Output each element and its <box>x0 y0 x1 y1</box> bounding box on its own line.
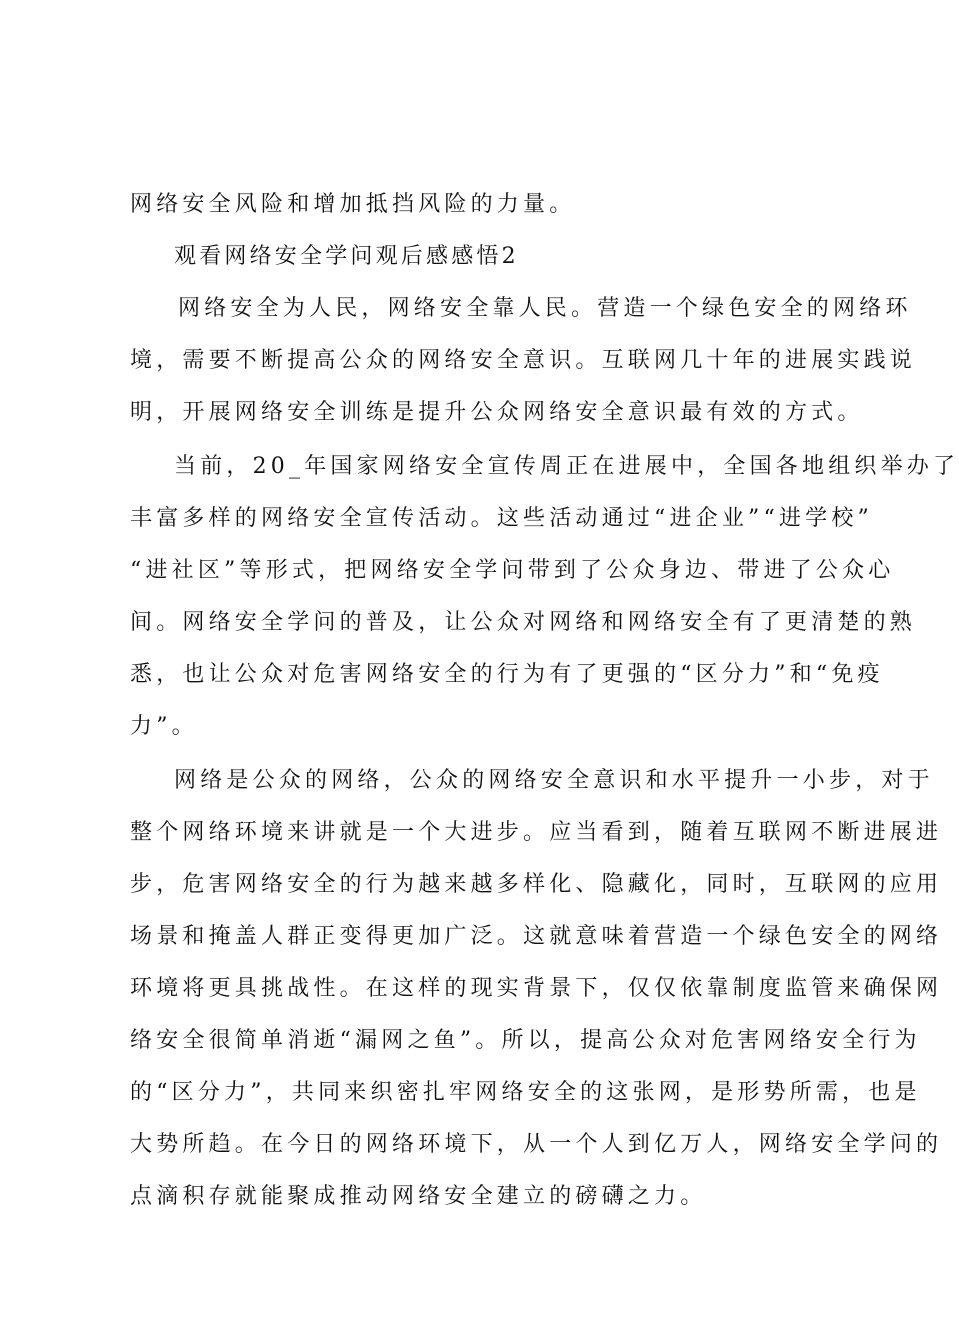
paragraph-line: 场景和掩盖人群正变得更加广泛。这就意味着营造一个绿色安全的网络 <box>130 924 943 949</box>
paragraph-line: 当前，20_年国家网络安全宣传周正在进展中，全国各地组织举办了 <box>174 454 959 479</box>
paragraph-line: 络安全很简单消逝“漏网之鱼”。所以，提高公众对危害网络安全行为 <box>130 1028 921 1053</box>
paragraph-line: 大势所趋。在今日的网络环境下，从一个人到亿万人，网络安全学问的 <box>130 1132 943 1157</box>
paragraph-line: 网络是公众的网络，公众的网络安全意识和水平提升一小步，对于 <box>174 768 934 793</box>
paragraph-line: 整个网络环境来讲就是一个大进步。应当看到，随着互联网不断进展进 <box>130 820 943 845</box>
paragraph-line: 悉，也让公众对危害网络安全的行为有了更强的“区分力”和“免疫 <box>130 662 884 687</box>
paragraph-line: 力”。 <box>130 714 198 739</box>
paragraph-line: 明，开展网络安全训练是提升公众网络安全意识最有效的方式。 <box>130 400 864 425</box>
paragraph-line: 的“区分力”，共同来织密扎牢网络安全的这张网，是形势所需，也是 <box>130 1080 921 1105</box>
paragraph-line: 境，需要不断提高公众的网络安全意识。互联网几十年的进展实践说 <box>130 348 917 373</box>
paragraph-line: “进社区”等形式，把网络安全学问带到了公众身边、带进了公众心 <box>130 558 895 583</box>
paragraph-line: 网络安全为人民，网络安全靠人民。营造一个绿色安全的网络环 <box>178 296 912 321</box>
paragraph-line: 间。网络安全学问的普及，让公众对网络和网络安全有了更清楚的熟 <box>130 610 917 635</box>
paragraph-line: 丰富多样的网络安全宣传活动。这些活动通过“进企业”“进学校” <box>130 506 873 531</box>
section-heading: 观看网络安全学问观后感感悟2 <box>174 244 519 269</box>
paragraph-line: 环境将更具挑战性。在这样的现实背景下，仅仅依靠制度监管来确保网 <box>130 976 943 1001</box>
paragraph-line: 步，危害网络安全的行为越来越多样化、隐藏化，同时，互联网的应用 <box>130 872 943 897</box>
paragraph-line: 点滴积存就能聚成推动网络安全建立的磅礴之力。 <box>130 1184 707 1209</box>
paragraph-line: 网络安全风险和增加抵挡风险的力量。 <box>130 192 576 217</box>
